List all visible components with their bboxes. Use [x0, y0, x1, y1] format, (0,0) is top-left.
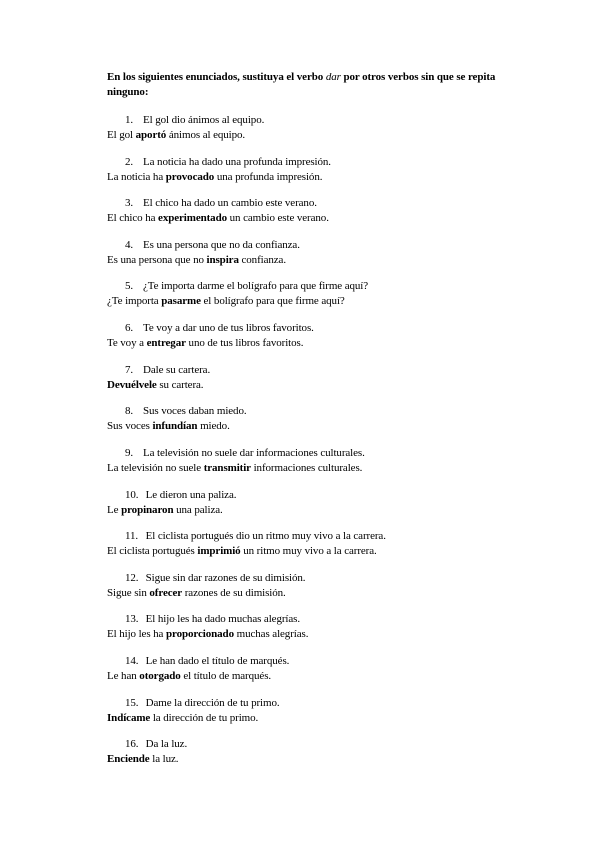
exercise-15 [107, 696, 547, 726]
answer-verb: propinaron [121, 504, 174, 516]
exercise-prompt [107, 612, 547, 627]
exercise-prompt [107, 696, 547, 711]
answer-verb: otorgado [139, 670, 181, 682]
exercise-8 [107, 404, 547, 434]
exercise-prompt-text: Le dieron una paliza. [145, 489, 237, 501]
answer-pre: El chico ha [107, 212, 159, 224]
exercise-prompt-text: El gol dio ánimos al equipo. [143, 114, 265, 126]
answer-verb: provocado [165, 171, 215, 183]
exercise-prompt [107, 529, 547, 544]
answer-verb: proporcionado [166, 628, 234, 640]
exercise-answer [107, 336, 547, 351]
answer-pre: La televisión no suele [107, 462, 204, 474]
exercise-prompt-text: Sus voces daban miedo. [143, 405, 247, 417]
exercise-number: 16. [125, 738, 139, 750]
answer-post: uno de tus libros favoritos. [185, 337, 304, 349]
exercise-answer [107, 752, 547, 767]
answer-pre: El gol [107, 129, 136, 141]
exercise-prompt-text: El chico ha dado un cambio este verano. [143, 197, 317, 209]
answer-post: muchas alegrías. [233, 628, 309, 640]
exercise-3 [107, 196, 547, 226]
exercise-answer [107, 461, 547, 476]
answer-pre: El hijo les ha [107, 628, 166, 640]
exercise-prompt-text: Da la luz. [145, 738, 188, 750]
answer-verb: entregar [146, 337, 186, 349]
exercise-prompt [107, 113, 547, 128]
answer-post: razones de su dimisión. [182, 587, 286, 599]
answer-post: miedo. [197, 420, 230, 432]
exercise-14 [107, 654, 547, 684]
exercise-prompt-text: Le han dado el título de marqués. [145, 655, 290, 667]
exercise-prompt [107, 404, 547, 419]
answer-pre: ¿Te importa [107, 295, 162, 307]
exercise-prompt [107, 155, 547, 170]
exercise-prompt-text: El hijo les ha dado muchas alegrías. [145, 613, 300, 625]
answer-verb: Devuélvele [107, 379, 157, 391]
exercise-number: 4. [125, 239, 134, 251]
answer-post: el título de marqués. [180, 670, 272, 682]
exercise-2 [107, 155, 547, 185]
exercise-13 [107, 612, 547, 642]
exercise-prompt-text: ¿Te importa darme el bolígrafo para que firme aquí? [143, 280, 369, 292]
exercise-prompt-text: Es una persona que no da confianza. [143, 239, 300, 251]
exercise-number: 14. [125, 655, 139, 667]
answer-post: una paliza. [173, 504, 223, 516]
exercise-answer [107, 586, 547, 601]
exercise-number: 15. [125, 697, 139, 709]
exercise-prompt [107, 321, 547, 336]
exercise-number: 1. [125, 114, 134, 126]
exercise-answer [107, 170, 547, 185]
answer-pre: Le han [107, 670, 140, 682]
exercise-prompt [107, 279, 547, 294]
answer-post: un cambio este verano. [227, 212, 329, 224]
answer-verb: pasarme [161, 295, 201, 307]
answer-verb: Enciende [107, 753, 150, 765]
answer-post: la luz. [149, 753, 179, 765]
exercise-answer [107, 211, 547, 226]
exercise-answer [107, 294, 547, 309]
exercise-number: 2. [125, 156, 134, 168]
answer-post: su cartera. [156, 379, 204, 391]
exercise-prompt-text: Sigue sin dar razones de su dimisión. [145, 572, 306, 584]
answer-post: el bolígrafo para que firme aquí? [200, 295, 345, 307]
exercise-prompt-text: El ciclista portugués dio un ritmo muy vivo a la carrera. [145, 530, 386, 542]
exercise-16 [107, 737, 547, 767]
answer-verb: aportó [135, 129, 167, 141]
exercise-answer [107, 128, 547, 143]
answer-pre: Le [107, 504, 122, 516]
answer-pre: El ciclista portugués [107, 545, 198, 557]
exercise-number: 6. [125, 322, 134, 334]
exercise-prompt [107, 446, 547, 461]
exercise-11 [107, 529, 547, 559]
exercise-answer [107, 711, 547, 726]
exercise-prompt [107, 654, 547, 669]
answer-pre: Sus voces [107, 420, 153, 432]
exercise-prompt-text: La televisión no suele dar informaciones culturales. [143, 447, 365, 459]
exercise-number: 10. [125, 489, 139, 501]
answer-verb: imprimió [197, 545, 241, 557]
exercise-6 [107, 321, 547, 351]
answer-post: confianza. [238, 254, 286, 266]
answer-post: informaciones culturales. [250, 462, 363, 474]
exercise-number: 12. [125, 572, 139, 584]
exercise-number: 3. [125, 197, 134, 209]
exercise-answer [107, 253, 547, 268]
exercise-number: 8. [125, 405, 134, 417]
instructions-before: En los siguientes enunciados, sustituya el verbo [107, 71, 326, 83]
answer-verb: experimentado [158, 212, 227, 224]
exercise-answer [107, 627, 547, 642]
exercise-answer [107, 503, 547, 518]
exercise-prompt [107, 737, 547, 752]
exercise-number: 9. [125, 447, 134, 459]
answer-verb: Indícame [107, 712, 151, 724]
exercise-1 [107, 113, 547, 143]
exercise-prompt [107, 196, 547, 211]
instructions-verb: dar [325, 71, 341, 83]
exercise-answer [107, 378, 547, 393]
exercise-5 [107, 279, 547, 309]
answer-pre: Es una persona que no [107, 254, 207, 266]
exercise-prompt [107, 571, 547, 586]
answer-pre: Sigue sin [107, 587, 150, 599]
instructions [107, 70, 537, 100]
exercise-prompt-text: Dale su cartera. [143, 364, 211, 376]
answer-pre: La noticia ha [107, 171, 166, 183]
answer-verb: infundían [152, 420, 198, 432]
exercise-prompt-text: La noticia ha dado una profunda impresión. [143, 156, 331, 168]
exercise-number: 11. [125, 530, 139, 542]
answer-pre: Te voy a [107, 337, 147, 349]
exercise-prompt [107, 488, 547, 503]
exercise-prompt-text: Te voy a dar uno de tus libros favoritos. [143, 322, 314, 334]
exercise-prompt [107, 238, 547, 253]
exercise-answer [107, 544, 547, 559]
exercise-prompt-text: Dame la dirección de tu primo. [145, 697, 280, 709]
exercise-number: 13. [125, 613, 139, 625]
answer-post: un ritmo muy vivo a la carrera. [240, 545, 377, 557]
exercise-9 [107, 446, 547, 476]
answer-verb: transmitir [203, 462, 251, 474]
exercise-7 [107, 363, 547, 393]
exercise-4 [107, 238, 547, 268]
exercise-prompt [107, 363, 547, 378]
exercise-12 [107, 571, 547, 601]
exercise-answer [107, 669, 547, 684]
answer-post: la dirección de tu primo. [150, 712, 259, 724]
answer-post: ánimos al equipo. [166, 129, 246, 141]
exercise-answer [107, 419, 547, 434]
answer-post: una profunda impresión. [214, 171, 323, 183]
exercise-number: 7. [125, 364, 134, 376]
exercise-number: 5. [125, 280, 134, 292]
instructions-after: por otros verbos sin que se repita ninguno: [107, 71, 496, 98]
answer-verb: inspira [206, 254, 239, 266]
answer-verb: ofrecer [149, 587, 183, 599]
exercise-10 [107, 488, 547, 518]
